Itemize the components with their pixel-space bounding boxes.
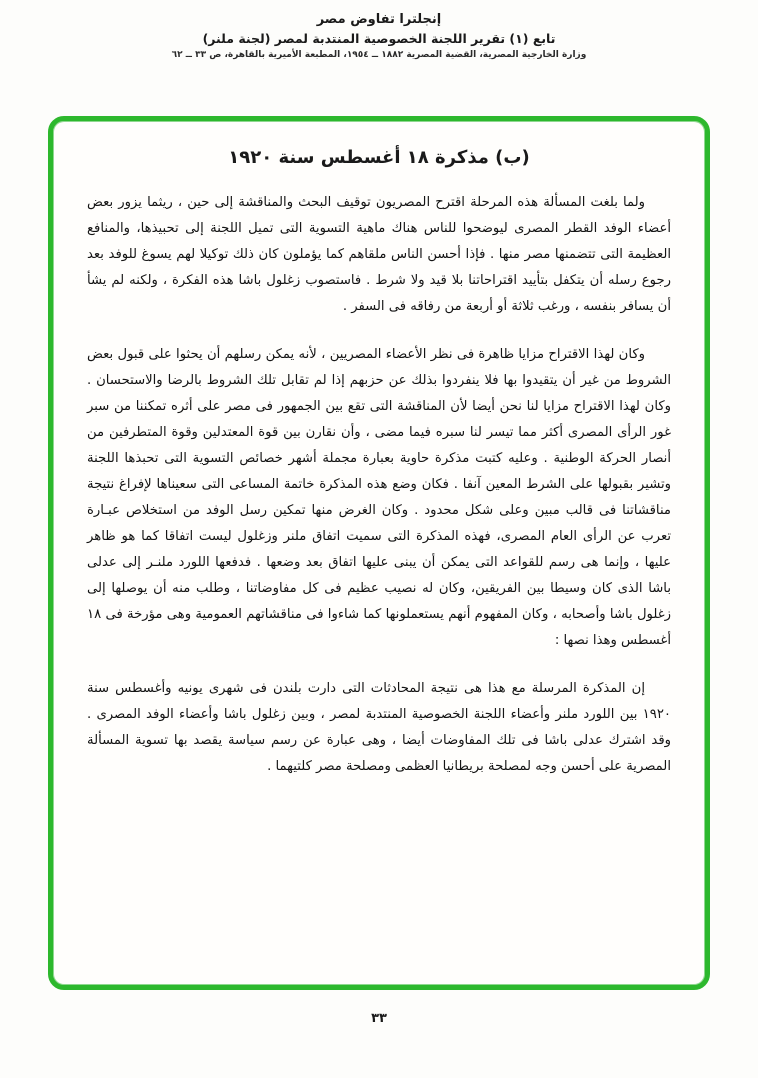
- memorandum-title: (ب) مذكرة ١٨ أغسطس سنة ١٩٢٠: [228, 147, 530, 168]
- paragraph: وكان لهذا الاقتراح مزايا ظاهرة فى نظر الأعضاء المصريين ، لأنه يمكن رسلهم أن يحثوا على قبول بعض الشروط من غير أن يتقيدوا بها فلا ينفردوا بذلك عن حزبهم إذا لم تقابل تلك الشروط بالرضا والاستحسان . وكان لهذا الاقتراح مزايا لنا نحن أيضا لأن المناقشة التى تقع بين الجمهور فى مصر على أثره تمكننا من سبر غور الرأى المصرى أكثر مما تيسر لنا سبره فيما مضى ، وأن نقارن بين قوة المعتدلين وقوة المتطرفين من أنصار الحركة الوطنية . وعليه كتبت مذكرة حاوية بعبارة مجملة أشهر خصائص التسوية التى تحبذها اللجنة وتشير بقبولها على الشرط المعين آنفا . فكان وضع هذه المذكرة خاتمة المساعى التى سعيناها لإفراغ نتيجة مناقشاتنا فى قالب مبين وعلى شكل محدود . وكان الغرض منها تمكين رسل الوفد من استخلاص عبـارة تعرب عن الرأى العام المصرى، فهذه المذكرة التى سميت اتفاق ملنر وزغلول ليست اتفاقا كما هو ظاهر عليها ، وإنما هى رسم للقواعد التى يمكن أن يبنى عليها اتفاق بعد وضعها . فدفعها اللورد ملنـر إلى عدلى باشا الذى كان وسيطا بين الفريقين، وكان له نصيب عظيم فى كل مفاوضاتنا ، وطلب منه أن يوصلها إلى زغلول باشا وأصحابه ، وكان المفهوم أنهم يستعملونها كما شاءوا فى مناقشاتهم العمومية وهى مؤرخة فى ١٨ أغسطس وهذا نصها :: [87, 347, 671, 648]
- page-number: ٣٣: [371, 1011, 387, 1026]
- paragraph: إن المذكرة المرسلة مع هذا هى نتيجة المحادثات التى دارت بلندن فى شهرى يونيه وأغسطس سنة ١٩٢٠ بين اللورد ملنر وأعضاء اللجنة الخصوصية المنتدبة لمصر ، وبين زغلول باشا وأعضاء الوفد المصرى . وقد اشترك عدلى باشا فى تلك المفاوضات أيضا ، وهى عبارة عن رسم سياسة يقصد بها تسوية المسألة المصرية على أحسن وجه لمصلحة بريطانيا العظمى ومصلحة مصر كلتيهما .: [87, 681, 671, 774]
- header-title: إنجلترا تفاوض مصر: [316, 12, 442, 27]
- header-source-citation: وزارة الخارجية المصرية، القضية المصرية ١٨٨٢ ــ ١٩٥٤، المطبعة الأميرية بالقاهرة، ص ٣٣ ــ ٦٢: [171, 50, 587, 60]
- memorandum-body: [87, 190, 671, 780]
- page-header: [0, 0, 758, 60]
- bordered-text-box: [48, 116, 710, 990]
- paragraph: ولما بلغت المسألة هذه المرحلة اقترح المصريون توقيف البحث والمناقشة إلى حين ، ريثما يزور بعض أعضاء الوفد القطر المصرى ليوضحوا للناس هناك ماهية التسوية التى تميل اللجنة إلى تحبيذها، والمنافع العظيمة التى تتضمنها مصر منها . فإذا أحسن الناس ملقاهم كما يؤملون كان ذلك توكيلا لهم يسوغ للوفد بعد رجوع رسله أن يتكفل بتأييد اقتراحاتنا بلا قيد ولا شرط . فاستصوب زغلول باشا هذه الفكرة ، ولكنه لم يشأ أن يسافر بنفسه ، ورغب ثلاثة أو أربعة من رفاقه فى السفر .: [87, 195, 671, 314]
- header-subtitle: تابع (١) تقرير اللجنة الخصوصية المنتدبة لمصر (لجنة ملنر): [202, 31, 556, 46]
